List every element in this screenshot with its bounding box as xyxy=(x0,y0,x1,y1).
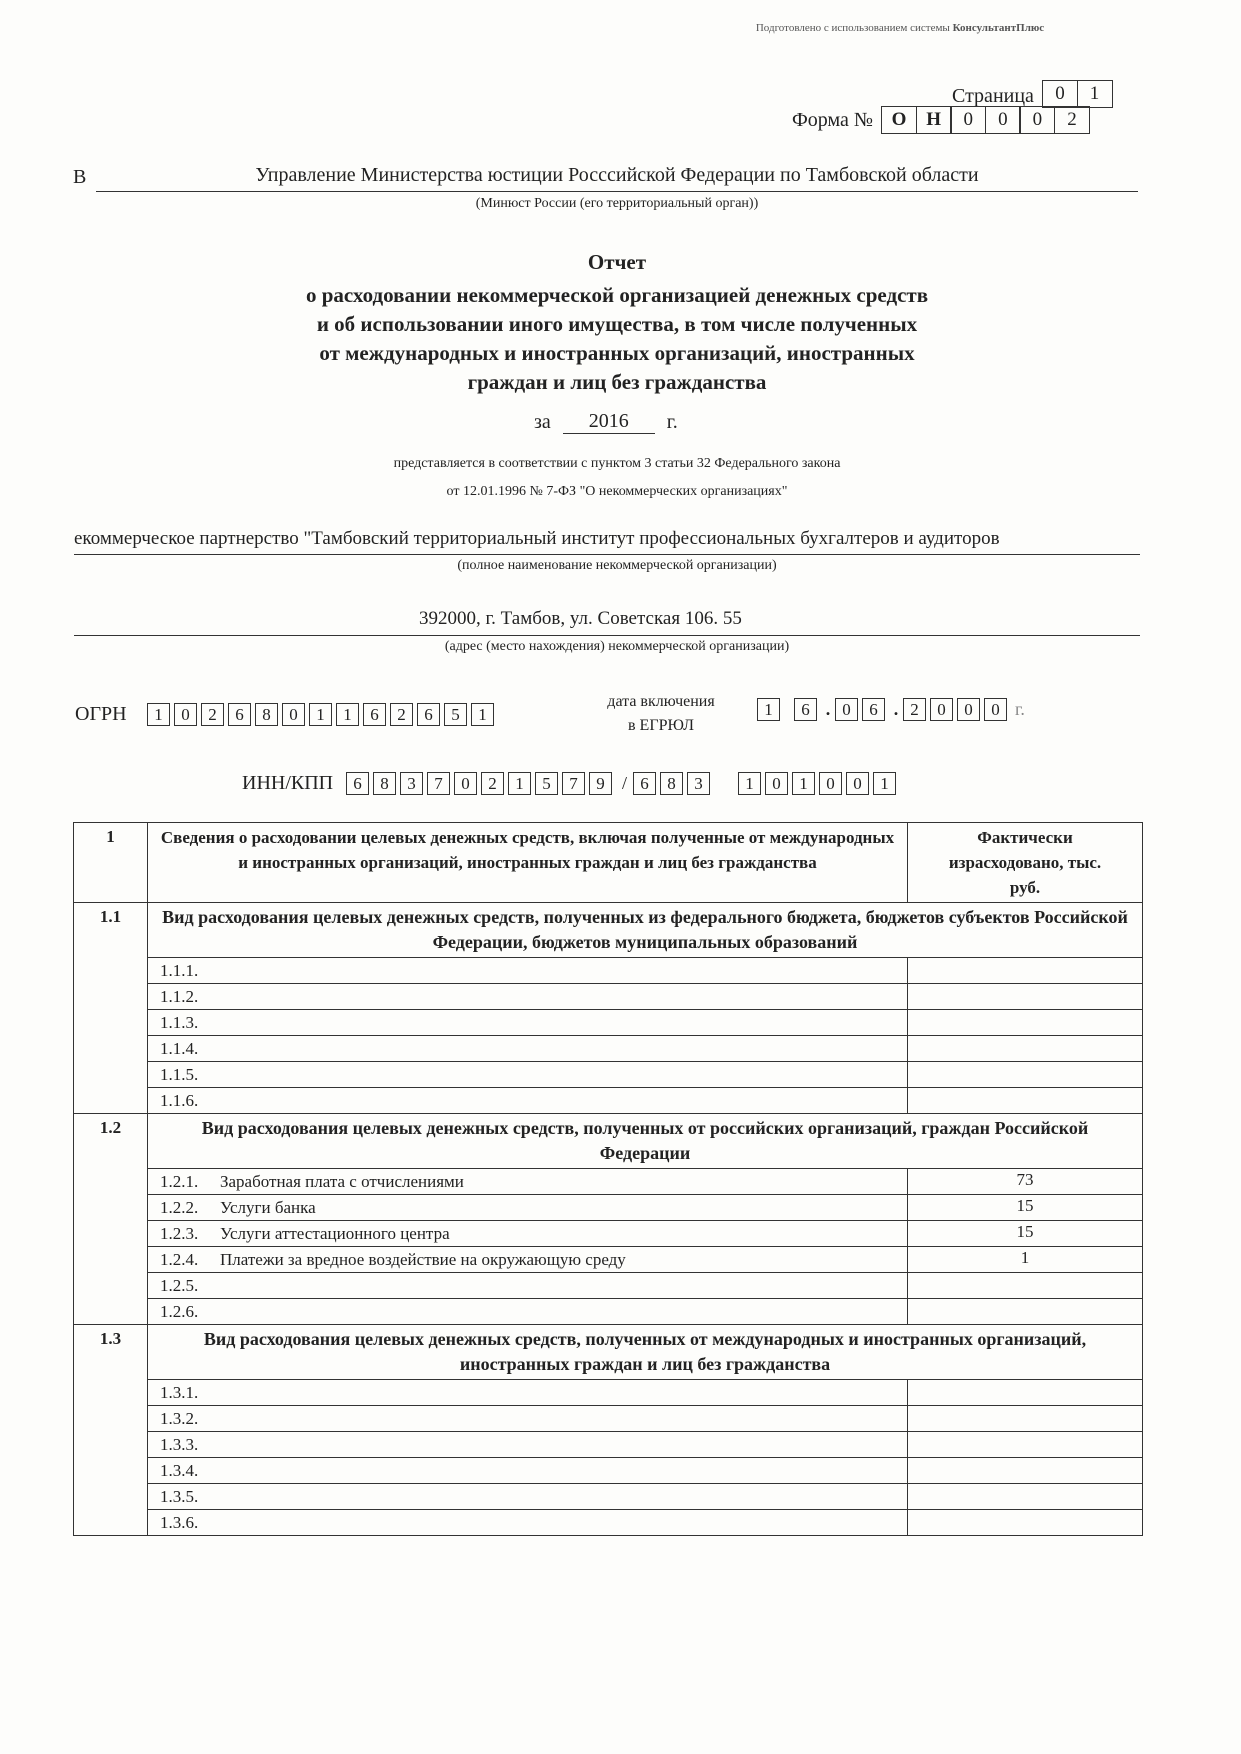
page-number-block xyxy=(952,80,1113,108)
row-code: 1.2.3. xyxy=(160,1224,199,1243)
table-row xyxy=(74,1195,1143,1221)
row-label-cell xyxy=(148,1299,908,1325)
section-header-row xyxy=(74,903,1143,958)
date-separator: . xyxy=(893,699,899,719)
kpp-digit-box: 8 xyxy=(660,772,683,795)
ogrn-digit-box: 1 xyxy=(471,703,494,726)
date-month-box: 6 xyxy=(862,698,885,721)
inn-digit-box: 9 xyxy=(589,772,612,795)
ogrn-digit-box: 8 xyxy=(255,703,278,726)
expenditure-table xyxy=(73,822,1143,1536)
inn-digit-box: 0 xyxy=(454,772,477,795)
inn-digit-box: 5 xyxy=(535,772,558,795)
ogrn-digit-box: 6 xyxy=(228,703,251,726)
registration-label-line1: дата включения xyxy=(607,693,715,710)
ogrn-digit-box: 0 xyxy=(282,703,305,726)
table-header xyxy=(74,823,1143,903)
table-row xyxy=(74,1406,1143,1432)
inn-digit-box: 1 xyxy=(508,772,531,795)
section-number: 1.3 xyxy=(74,1325,148,1536)
row-text: Платежи за вредное воздействие на окружающую среду xyxy=(220,1250,626,1269)
row-code: 1.1.3. xyxy=(160,1013,199,1032)
form-code-box: 0 xyxy=(1019,106,1055,134)
form-code-box: 0 xyxy=(950,106,986,134)
row-code: 1.2.1. xyxy=(160,1172,199,1191)
date-year-box: 0 xyxy=(984,698,1007,721)
section-title: Вид расходования целевых денежных средств, полученных из федерального бюджета, бюджетов субъектов Российской Федерации, бюджетов муниципальных образований xyxy=(148,903,1143,958)
row-text: Услуги банка xyxy=(220,1198,316,1217)
row-label-cell xyxy=(148,1458,908,1484)
registration-date-label xyxy=(586,690,736,738)
row-label-cell xyxy=(148,1169,908,1195)
organization-address-caption: (адрес (место нахождения) некоммерческой организации) xyxy=(444,639,790,654)
date-year-box: 0 xyxy=(930,698,953,721)
row-label-cell xyxy=(148,1088,908,1114)
row-amount xyxy=(908,1010,1143,1036)
date-year-box: 0 xyxy=(957,698,980,721)
organization-address-line xyxy=(74,608,1140,636)
row-label-cell xyxy=(148,1510,908,1536)
ogrn-digit-box: 1 xyxy=(147,703,170,726)
row-code: 1.3.4. xyxy=(160,1461,199,1480)
ogrn-digit-box: 6 xyxy=(417,703,440,726)
title-line: Отчет xyxy=(587,250,647,274)
row-amount: 73 xyxy=(908,1169,1143,1195)
ogrn-digit-box: 6 xyxy=(363,703,386,726)
inn-digit-box: 3 xyxy=(400,772,423,795)
kpp-digit-box: 1 xyxy=(792,772,815,795)
legal-basis-line: представляется в соответствии с пунктом 3 статьи 32 Федерального закона xyxy=(393,456,841,471)
year-prefix: за xyxy=(534,411,551,433)
table-row xyxy=(74,1221,1143,1247)
form-label: Форма № xyxy=(792,108,873,131)
ogrn-digit-box: 5 xyxy=(444,703,467,726)
table-row xyxy=(74,1458,1143,1484)
section-header-row xyxy=(74,1114,1143,1169)
section-title: Вид расходования целевых денежных средств, полученных от российских организаций, граждан Российской Федерации xyxy=(148,1114,1143,1169)
row-code: 1.3.6. xyxy=(160,1513,199,1532)
row-label-cell xyxy=(148,984,908,1010)
row-label-cell xyxy=(148,1380,908,1406)
header-note-brand: КонсультантПлюс xyxy=(952,22,1045,34)
date-month-box: 0 xyxy=(835,698,858,721)
row-code: 1.1.1. xyxy=(160,961,199,980)
row-code: 1.1.6. xyxy=(160,1091,199,1110)
form-code-box: Н xyxy=(916,106,952,134)
title-line: о расходовании некоммерческой организацией денежных средств xyxy=(305,283,929,307)
kpp-digit-box: 0 xyxy=(846,772,869,795)
header-note-prefix: Подготовлено с использованием системы xyxy=(755,22,953,34)
row-label-cell xyxy=(148,1247,908,1273)
table-row xyxy=(74,1062,1143,1088)
table-row xyxy=(74,1088,1143,1114)
organization-name-caption: (полное наименование некоммерческой организации) xyxy=(457,558,777,573)
row-amount xyxy=(908,1380,1143,1406)
title-line: от международных и иностранных организаций, иностранных xyxy=(319,341,915,365)
row-text: Заработная плата с отчислениями xyxy=(220,1172,464,1191)
row-amount xyxy=(908,1299,1143,1325)
kpp-digit-box: 3 xyxy=(687,772,710,795)
row-amount: 1 xyxy=(908,1247,1143,1273)
row-amount: 15 xyxy=(908,1221,1143,1247)
ogrn-label: ОГРН xyxy=(75,703,127,725)
row-code: 1.3.5. xyxy=(160,1487,199,1506)
table-row xyxy=(74,1247,1143,1273)
row-code: 1.2.4. xyxy=(160,1250,199,1269)
row-amount xyxy=(908,958,1143,984)
form-codes xyxy=(881,106,1090,134)
inn-digit-box: 6 xyxy=(346,772,369,795)
date-day-box: 1 xyxy=(757,698,780,721)
row-label-cell xyxy=(148,1010,908,1036)
row-label-cell xyxy=(148,1195,908,1221)
row-label-cell xyxy=(148,1273,908,1299)
table-row xyxy=(74,1380,1143,1406)
header-note xyxy=(620,22,1180,34)
row-amount xyxy=(908,984,1143,1010)
section-number: 1.1 xyxy=(74,903,148,1114)
date-suffix: г. xyxy=(1015,699,1025,719)
ogrn-digits xyxy=(147,703,498,726)
row-label-cell xyxy=(148,1432,908,1458)
title-line: граждан и лиц без гражданства xyxy=(467,370,767,394)
row-label-cell xyxy=(148,958,908,984)
row-label-cell xyxy=(148,1062,908,1088)
section-title: Вид расходования целевых денежных средств, полученных от международных и иностранных организаций, иностранных граждан и лиц без гражданства xyxy=(148,1325,1143,1380)
table-row xyxy=(74,1273,1143,1299)
recipient-name: Управление Министерства юстиции Росссийской Федерации по Тамбовской области xyxy=(96,164,1138,192)
inn-kpp-digits xyxy=(346,772,900,795)
row-label-cell xyxy=(148,1036,908,1062)
form-number-block xyxy=(792,106,1090,134)
header-amount: Фактически израсходовано, тыс. руб. xyxy=(908,823,1143,903)
page-label: Страница xyxy=(952,85,1034,107)
header-description: Сведения о расходовании целевых денежных средств, включая полученные от международных и иностранных организаций, иностранных граждан и лиц без гражданства xyxy=(148,823,908,903)
row-code: 1.1.5. xyxy=(160,1065,199,1084)
row-amount xyxy=(908,1458,1143,1484)
title-line: и об использовании иного имущества, в том числе полученных xyxy=(316,312,918,336)
inn-kpp-label: ИНН/КПП xyxy=(242,772,334,794)
table-row xyxy=(74,1510,1143,1536)
registration-label-line2: в ЕГРЮЛ xyxy=(628,717,694,734)
legal-basis xyxy=(96,450,1138,506)
page-digits xyxy=(1042,80,1113,108)
legal-basis-line: от 12.01.1996 № 7-ФЗ "О некоммерческих организациях" xyxy=(446,484,788,499)
row-amount xyxy=(908,1510,1143,1536)
kpp-digit-box: 0 xyxy=(819,772,842,795)
table-row xyxy=(74,1299,1143,1325)
recipient-prefix: В xyxy=(73,166,87,188)
date-separator: . xyxy=(825,699,831,719)
row-code: 1.3.3. xyxy=(160,1435,199,1454)
organization-address: 392000, г. Тамбов, ул. Советская 106. 55 xyxy=(419,608,742,629)
year-value: 2016 xyxy=(563,410,655,434)
kpp-digit-box: 6 xyxy=(633,772,656,795)
inn-digit-box: 7 xyxy=(562,772,585,795)
table-row xyxy=(74,1169,1143,1195)
page-digit-box: 1 xyxy=(1077,80,1113,108)
row-text: Услуги аттестационного центра xyxy=(220,1224,450,1243)
row-code: 1.3.2. xyxy=(160,1409,199,1428)
organization-name: екоммерческое партнерство "Тамбовский территориальный институт профессиональных бухгалтеров и аудиторов xyxy=(74,528,1140,555)
section-number: 1.2 xyxy=(74,1114,148,1325)
section-header-row xyxy=(74,1325,1143,1380)
recipient-caption: (Минюст России (его территориальный орган)) xyxy=(475,196,759,211)
row-code: 1.3.1. xyxy=(160,1383,199,1402)
row-code: 1.2.2. xyxy=(160,1198,199,1217)
inn-digit-box: 8 xyxy=(373,772,396,795)
kpp-digit-box: 1 xyxy=(738,772,761,795)
row-amount: 15 xyxy=(908,1195,1143,1221)
ogrn-digit-box: 1 xyxy=(336,703,359,726)
ogrn-digit-box: 1 xyxy=(309,703,332,726)
row-label-cell xyxy=(148,1484,908,1510)
form-code-box: 0 xyxy=(985,106,1021,134)
row-code: 1.2.5. xyxy=(160,1276,199,1295)
row-code: 1.2.6. xyxy=(160,1302,199,1321)
registration-date xyxy=(757,698,1025,721)
inn-digit-box: 7 xyxy=(427,772,450,795)
header-num: 1 xyxy=(74,823,148,903)
row-amount xyxy=(908,1088,1143,1114)
kpp-digit-box: 0 xyxy=(765,772,788,795)
form-code-box: О xyxy=(881,106,917,134)
row-amount xyxy=(908,1484,1143,1510)
page-digit-box: 0 xyxy=(1042,80,1078,108)
form-code-box: 2 xyxy=(1054,106,1090,134)
table-row xyxy=(74,1484,1143,1510)
year-suffix: г. xyxy=(666,411,678,433)
row-amount xyxy=(908,1406,1143,1432)
report-year xyxy=(534,410,678,434)
ogrn-digit-box: 2 xyxy=(201,703,224,726)
row-code: 1.1.2. xyxy=(160,987,199,1006)
table-row xyxy=(74,1036,1143,1062)
row-amount xyxy=(908,1036,1143,1062)
row-code: 1.1.4. xyxy=(160,1039,199,1058)
kpp-digit-box: 1 xyxy=(873,772,896,795)
table-row xyxy=(74,1432,1143,1458)
table-row xyxy=(74,1010,1143,1036)
inn-digit-box: 2 xyxy=(481,772,504,795)
ogrn-digit-box: 0 xyxy=(174,703,197,726)
table-row xyxy=(74,958,1143,984)
row-label-cell xyxy=(148,1221,908,1247)
ogrn-digit-box: 2 xyxy=(390,703,413,726)
inn-kpp-slash: / xyxy=(622,773,628,793)
report-title xyxy=(96,248,1138,397)
date-year-box: 2 xyxy=(903,698,926,721)
row-amount xyxy=(908,1062,1143,1088)
table-row xyxy=(74,984,1143,1010)
row-amount xyxy=(908,1273,1143,1299)
date-day-box: 6 xyxy=(794,698,817,721)
row-label-cell xyxy=(148,1406,908,1432)
row-amount xyxy=(908,1432,1143,1458)
